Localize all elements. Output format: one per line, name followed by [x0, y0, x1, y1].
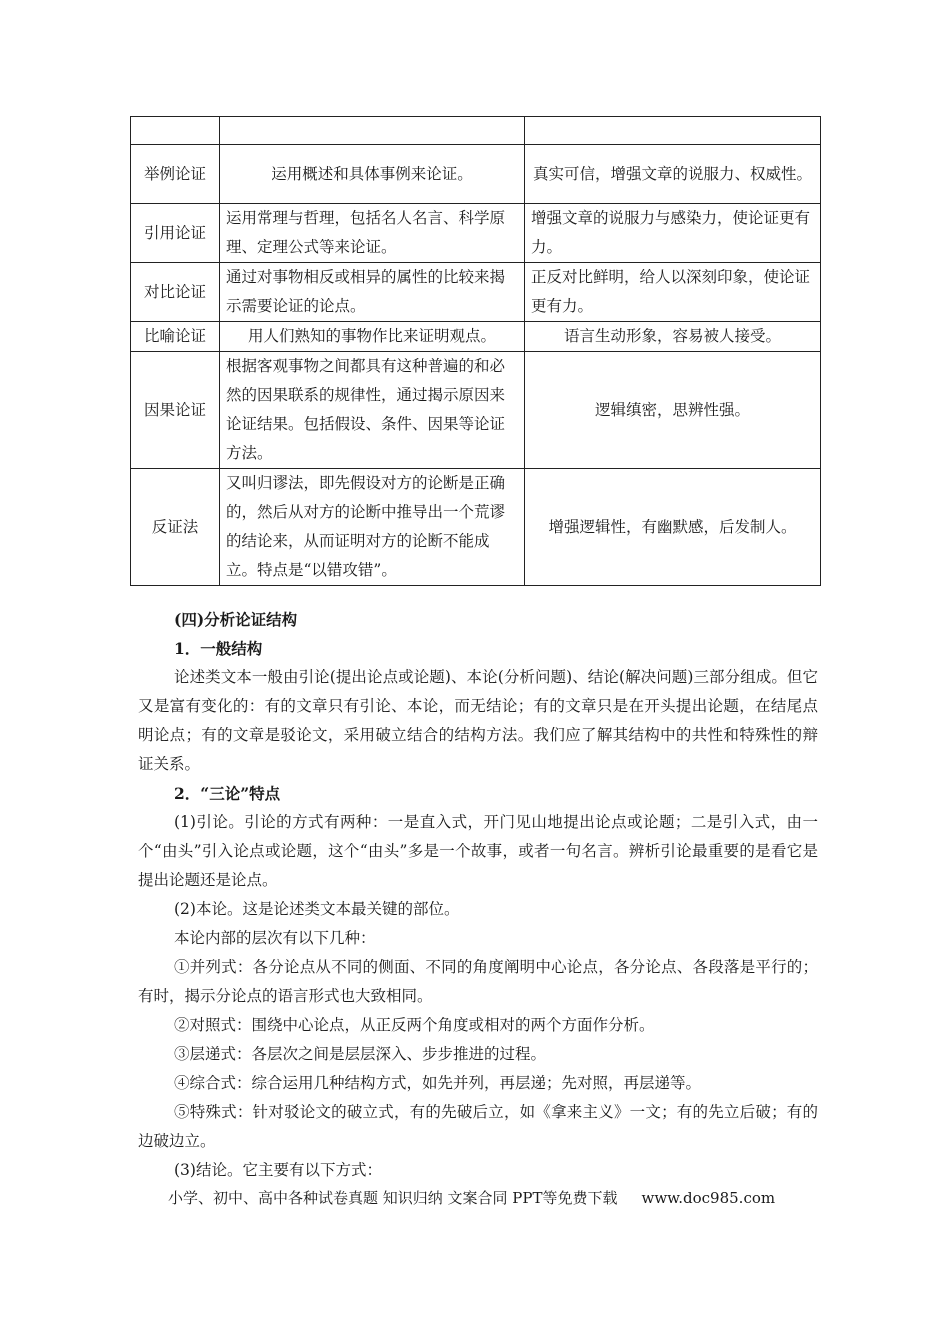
table-row	[131, 352, 821, 469]
method-name: 举例论证	[131, 145, 220, 204]
method-effect: 语言生动形象，容易被人接受。	[525, 322, 821, 352]
method-name: 因果论证	[131, 352, 220, 469]
table-row	[131, 204, 821, 263]
method-description: 用人们熟知的事物作比来证明观点。	[220, 322, 525, 352]
table-row	[131, 469, 821, 586]
footer-url: www.doc985.com	[641, 1189, 776, 1207]
method-description: 通过对事物相反或相异的属性的比较来揭示需要论证的论点。	[220, 263, 525, 322]
paragraph: 本论内部的层次有以下几种：	[174, 929, 376, 947]
table-row	[131, 322, 821, 352]
table-row	[131, 263, 821, 322]
table-row	[131, 117, 821, 145]
list-item: ①并列式：各分论点从不同的侧面、不同的角度阐明中心论点，各分论点、各段落是平行的；有时，揭示分论点的语言形式也大致相同。	[138, 958, 818, 1005]
list-item: ③层递式：各层次之间是层层深入、步步推进的过程。	[174, 1045, 547, 1063]
method-effect: 逻辑缜密，思辨性强。	[525, 352, 821, 469]
footer-text: 小学、初中、高中各种试卷真题 知识归纳 文案合同 PPT等免费下载	[168, 1189, 618, 1207]
method-effect: 正反对比鲜明，给人以深刻印象，使论证更有力。	[525, 263, 821, 322]
method-effect: 增强文章的说服力与感染力，使论证更有力。	[525, 204, 821, 263]
list-item: ②对照式：围绕中心论点，从正反两个角度或相对的两个方面作分析。	[174, 1016, 655, 1034]
page-footer	[168, 1186, 775, 1210]
method-name: 比喻论证	[131, 322, 220, 352]
subheading-general-structure: 1．一般结构	[174, 639, 263, 658]
method-description	[220, 117, 525, 145]
table-row	[131, 145, 821, 204]
method-name: 反证法	[131, 469, 220, 586]
body-text	[138, 605, 818, 1185]
method-description: 又叫归谬法，即先假设对方的论断是正确的，然后从对方的论断中推导出一个荒谬的结论来，从而证明对方的论断不能成立。特点是“以错攻错”。	[220, 469, 525, 586]
method-description: 根据客观事物之间都具有这种普遍的和必然的因果联系的规律性，通过揭示原因来论证结果。包括假设、条件、因果等论证方法。	[220, 352, 525, 469]
method-effect: 真实可信，增强文章的说服力、权威性。	[525, 145, 821, 204]
paragraph: (3)结论。它主要有以下方式：	[174, 1161, 382, 1179]
list-item: ④综合式：综合运用几种结构方式，如先并列，再层递；先对照，再层递等。	[174, 1074, 702, 1092]
method-name: 对比论证	[131, 263, 220, 322]
method-description: 运用概述和具体事例来论证。	[220, 145, 525, 204]
paragraph: 论述类文本一般由引论(提出论点或论题)、本论(分析问题)、结论(解决问题)三部分组成。但它又是富有变化的：有的文章只有引论、本论，而无结论；有的文章只是在开头提出论题，在结尾点明论点；有的文章是驳论文，采用破立结合的结构方法。我们应了解其结构中的共性和特殊性的辩证关系。	[138, 668, 818, 773]
section-heading: (四)分析论证结构	[174, 610, 298, 629]
method-description: 运用常理与哲理，包括名人名言、科学原理、定理公式等来论证。	[220, 204, 525, 263]
subheading-three-parts: 2．“三论”特点	[174, 784, 281, 803]
method-effect: 增强逻辑性，有幽默感，后发制人。	[525, 469, 821, 586]
method-name	[131, 117, 220, 145]
method-effect	[525, 117, 821, 145]
paragraph: (2)本论。这是论述类文本最关键的部位。	[174, 900, 460, 918]
list-item: ⑤特殊式：针对驳论文的破立式，有的先破后立，如《拿来主义》一文；有的先立后破；有的边破边立。	[138, 1103, 818, 1150]
paragraph: (1)引论。引论的方式有两种：一是直入式，开门见山地提出论点或论题；二是引入式，由一个“由头”引入论点或论题，这个“由头”多是一个故事，或者一句名言。辨析引论最重要的是看它是提出论题还是论点。	[138, 813, 818, 889]
argument-methods-table	[130, 116, 821, 586]
method-name: 引用论证	[131, 204, 220, 263]
